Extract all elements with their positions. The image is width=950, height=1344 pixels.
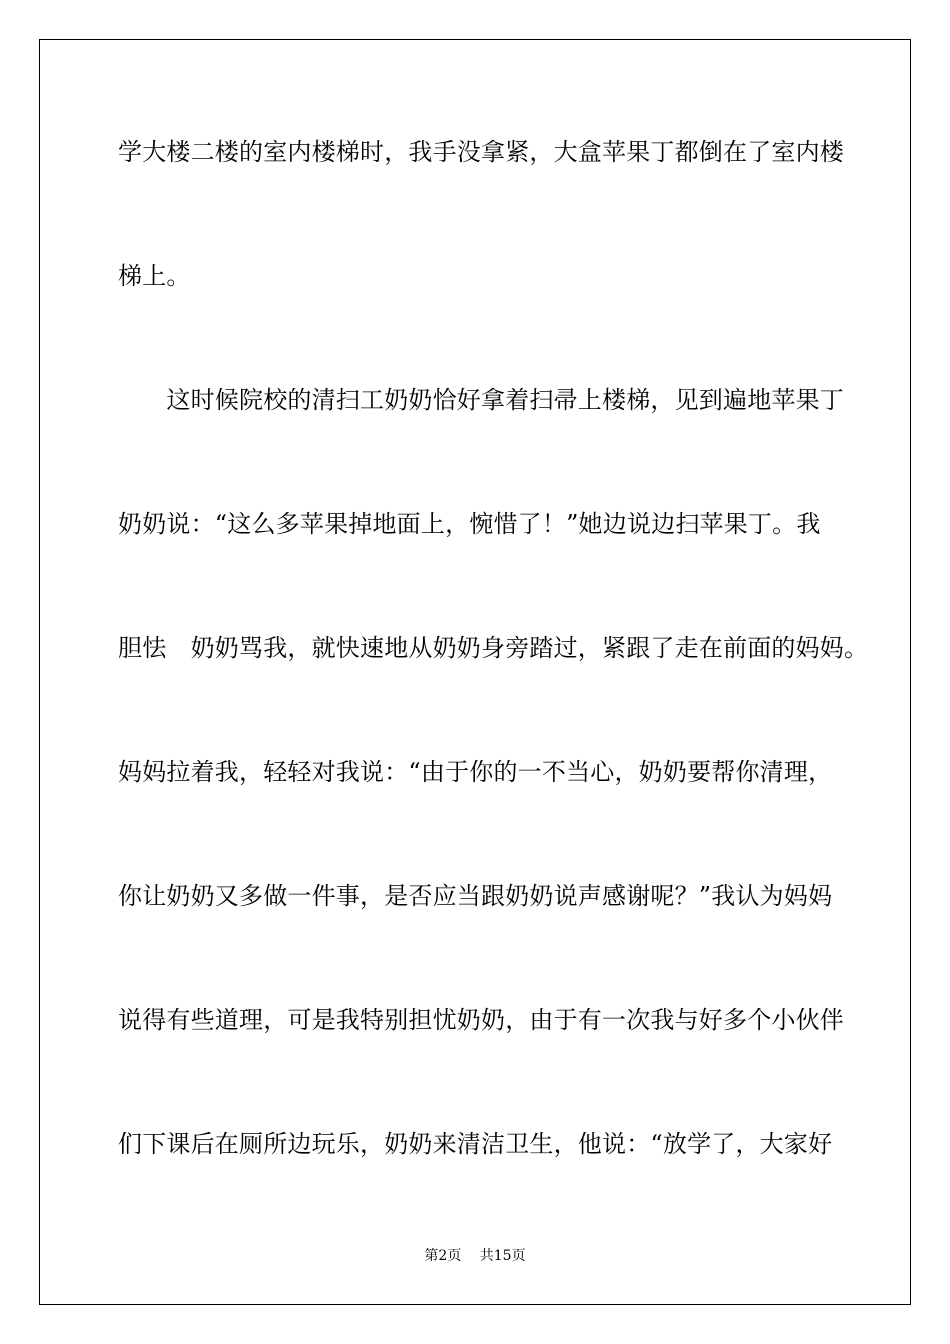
text-line: 你让奶奶又多做一件事，是否应当跟奶奶说声感谢呢？”我认为妈妈 — [118, 882, 833, 910]
page-border — [39, 39, 911, 1305]
text-line: 梯上。 — [118, 262, 191, 290]
text-line: 们下课后在厕所边玩乐，奶奶来清洁卫生，他说：“放学了，大家好 — [118, 1130, 833, 1158]
page-number-footer: 第2页 共15页 — [424, 1248, 526, 1264]
text-line: 学大楼二楼的室内楼梯时，我手没拿紧，大盒苹果丁都倒在了室内楼 — [118, 138, 844, 166]
text-line: 妈妈拉着我，轻轻对我说：“由于你的一不当心，奶奶要帮你清理， — [118, 758, 833, 786]
text-line: 胆怯 奶奶骂我，就快速地从奶奶身旁踏过，紧跟了走在前面的妈妈。 — [118, 634, 869, 662]
text-line: 这时候院校的清扫工奶奶恰好拿着扫帚上楼梯，见到遍地苹果丁 — [118, 386, 844, 414]
text-line: 说得有些道理，可是我特别担忧奶奶，由于有一次我与好多个小伙伴 — [118, 1006, 844, 1034]
text-line: 奶奶说：“这么多苹果掉地面上，惋惜了！”她边说边扫苹果丁。我 — [118, 510, 821, 538]
